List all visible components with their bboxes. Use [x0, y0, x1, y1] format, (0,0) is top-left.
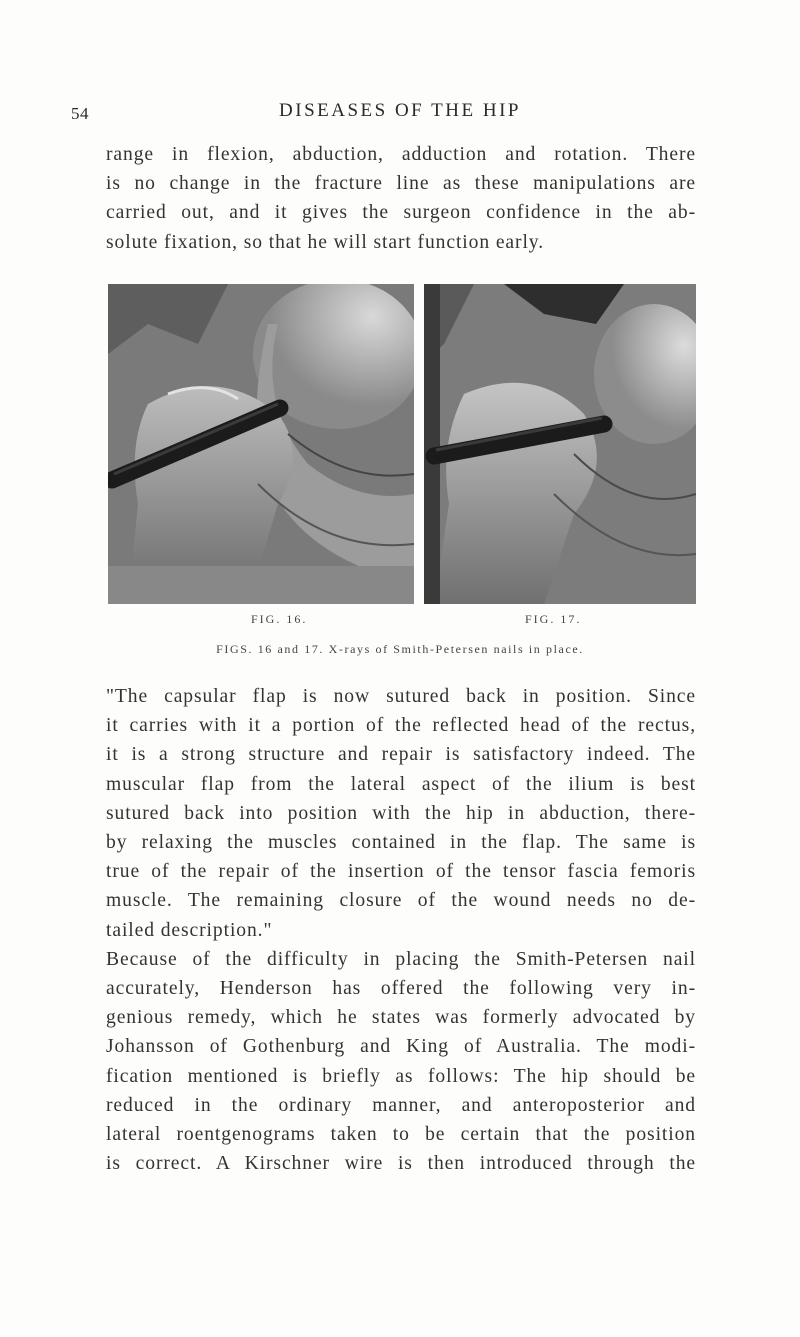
text-line: carried out, and it gives the surgeon confidence in the ab- [106, 202, 696, 224]
text-line: Because of the difficulty in placing the Smith-Petersen nail [106, 948, 696, 970]
paragraph-quote-and-body [106, 682, 696, 1178]
text-line: muscle. The remaining closure of the wound needs no de- [106, 890, 696, 912]
text-line: "The capsular flap is now sutured back in position. Since [106, 686, 696, 707]
text-line: sutured back into position with the hip in abduction, there- [106, 802, 696, 824]
text-line: genious remedy, which he states was formerly advocated by [106, 1007, 696, 1029]
text-line: accurately, Henderson has offered the following very in- [106, 978, 696, 1000]
text-line: it is a strong structure and repair is satisfactory indeed. The [106, 744, 696, 766]
text-line: is correct. A Kirschner wire is then introduced through the [106, 1153, 696, 1175]
text-line: Johansson of Gothenburg and King of Australia. The modi- [106, 1036, 696, 1058]
figure-label-16: FIG. 16. [251, 612, 308, 626]
xray-image-fig16 [108, 284, 414, 604]
text-line: fication mentioned is briefly as follows: The hip should be [106, 1065, 696, 1087]
text-line: solute fixation, so that he will start function early. [106, 231, 545, 253]
xray-image-fig17 [424, 284, 696, 604]
text-line: range in flexion, abduction, adduction and rotation. There [106, 144, 696, 165]
text-line: muscular flap from the lateral aspect of the ilium is best [106, 773, 696, 795]
text-line: true of the repair of the insertion of the tensor fascia femoris [106, 861, 696, 883]
text-line: by relaxing the muscles contained in the flap. The same is [106, 832, 696, 854]
text-line: is no change in the fracture line as these manipulations are [106, 173, 696, 195]
running-title: DISEASES OF THE HIP [279, 100, 521, 121]
figure-panel [108, 284, 696, 604]
text-line: lateral roentgenograms taken to be certain that the position [106, 1124, 696, 1146]
text-line: it carries with it a portion of the reflected head of the rectus, [106, 715, 696, 737]
page-number: 54 [71, 104, 89, 123]
figure-label-17: FIG. 17. [525, 612, 582, 626]
text-line: tailed description." [106, 919, 273, 941]
paragraph-continued [106, 140, 696, 257]
text-line: reduced in the ordinary manner, and anteroposterior and [106, 1094, 696, 1116]
figure-caption: FIGS. 16 and 17. X-rays of Smith-Petersen nails in place. [216, 642, 584, 656]
